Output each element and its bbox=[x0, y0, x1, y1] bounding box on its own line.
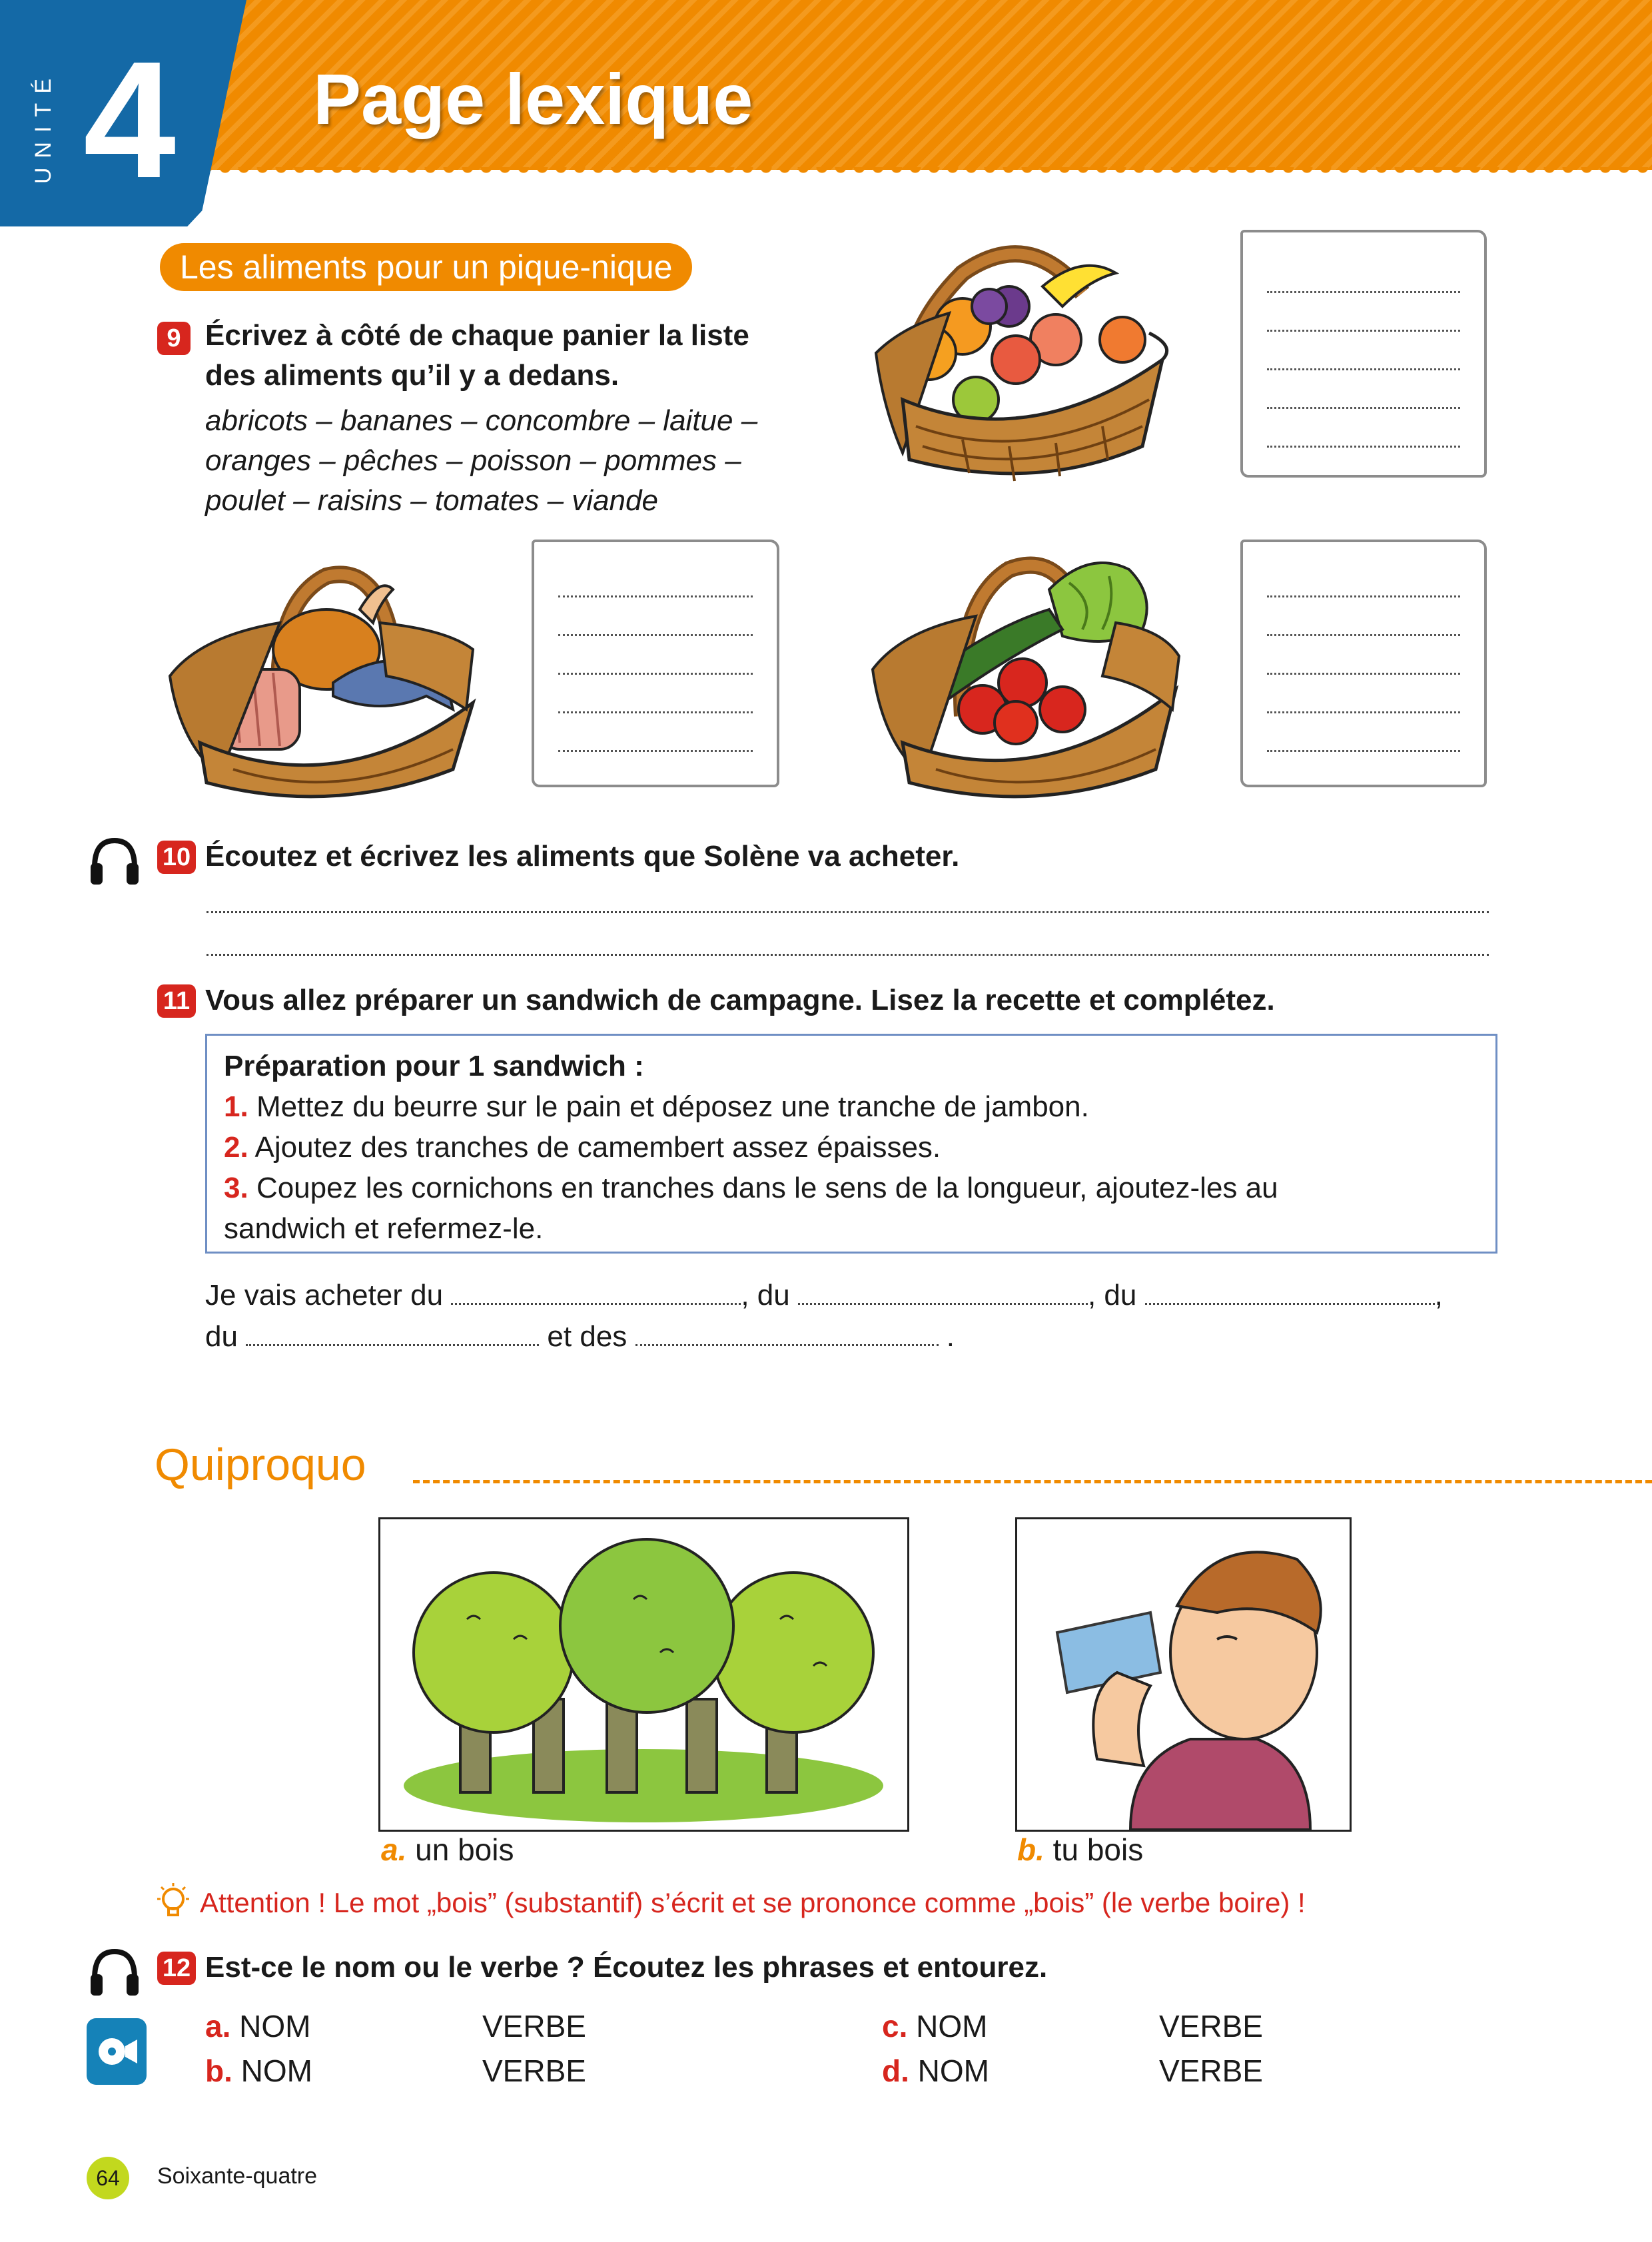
headphones-icon[interactable] bbox=[87, 833, 143, 889]
nom-option[interactable]: NOM bbox=[239, 2009, 311, 2044]
page-title: Page lexique bbox=[313, 59, 753, 139]
quiproquo-title: Quiproquo bbox=[155, 1439, 366, 1490]
verbe-option-a[interactable]: VERBE bbox=[482, 2009, 586, 2044]
unit-label: UNITÉ bbox=[31, 69, 56, 184]
choice-label: b. bbox=[205, 2054, 232, 2088]
sentence-text: et des bbox=[547, 1320, 627, 1353]
answer-line-1[interactable] bbox=[206, 911, 1489, 913]
fill-in-sentence-line-1 bbox=[205, 1275, 1504, 1316]
exercise-9-number: 9 bbox=[157, 322, 191, 355]
caption-a bbox=[381, 1832, 514, 1868]
verbe-option-c[interactable]: VERBE bbox=[1159, 2009, 1263, 2044]
choice-label: c. bbox=[882, 2009, 908, 2044]
choice-d bbox=[882, 2053, 989, 2089]
blank-4[interactable] bbox=[246, 1321, 539, 1346]
sentence-text: Je vais acheter du bbox=[205, 1279, 444, 1311]
exercise-10-instruction: Écoutez et écrivez les aliments que Solène va acheter. bbox=[205, 840, 960, 873]
unit-number: 4 bbox=[83, 27, 177, 212]
choice-c bbox=[882, 2008, 987, 2044]
sentence-text: , bbox=[1434, 1279, 1443, 1311]
step-number: 3. bbox=[224, 1172, 248, 1204]
quiproquo-divider bbox=[413, 1480, 1652, 1483]
recipe-title: Préparation pour 1 sandwich : bbox=[224, 1050, 644, 1082]
verbe-option-b[interactable]: VERBE bbox=[482, 2054, 586, 2088]
blank-3[interactable] bbox=[1145, 1280, 1435, 1305]
headphones-icon[interactable] bbox=[87, 1944, 143, 2000]
step-text: Coupez les cornichons en tranches dans le sens de la longueur, ajoutez-les au bbox=[256, 1172, 1278, 1204]
answer-line-2[interactable] bbox=[206, 954, 1489, 956]
caption-letter: a. bbox=[381, 1832, 407, 1867]
choice-a bbox=[205, 2008, 310, 2044]
page-number-words: Soixante-quatre bbox=[157, 2163, 318, 2189]
exercise-9-instruction-1: Écrivez à côté de chaque panier la liste bbox=[205, 319, 749, 352]
caption-text: tu bois bbox=[1052, 1832, 1144, 1867]
recipe-step-3 bbox=[224, 1168, 1278, 1208]
exercise-12-instruction: Est-ce le nom ou le verbe ? Écoutez les phrases et entourez. bbox=[205, 1951, 1048, 1984]
step-text: Ajoutez des tranches de camembert assez épaisses. bbox=[254, 1131, 941, 1164]
sentence-text: . bbox=[946, 1320, 955, 1353]
recipe-box bbox=[205, 1034, 1497, 1254]
exercise-11-instruction: Vous allez préparer un sandwich de campagne. Lisez la recette et complétez. bbox=[205, 984, 1275, 1016]
blank-1[interactable] bbox=[451, 1280, 741, 1305]
step-number: 2. bbox=[224, 1131, 248, 1164]
nom-option[interactable]: NOM bbox=[916, 2009, 988, 2044]
warning-text: Attention ! Le mot „bois” (substantif) s’écrit et se prononce comme „bois” (le verbe boire) ! bbox=[200, 1887, 1306, 1918]
blank-5[interactable] bbox=[635, 1321, 939, 1346]
image-b-frame bbox=[1015, 1517, 1352, 1832]
video-icon[interactable] bbox=[87, 2018, 147, 2085]
image-a-frame bbox=[378, 1517, 909, 1832]
lightbulb-icon bbox=[155, 1882, 192, 1922]
caption-text: un bois bbox=[415, 1832, 514, 1867]
drinking-boy-illustration bbox=[1017, 1519, 1350, 1830]
answer-note-meat-fish[interactable] bbox=[532, 540, 779, 787]
step-text: Mettez du beurre sur le pain et déposez une tranche de jambon. bbox=[256, 1090, 1089, 1123]
choice-b bbox=[205, 2053, 312, 2089]
step-number: 1. bbox=[224, 1090, 248, 1123]
sentence-text: , du bbox=[741, 1279, 790, 1311]
recipe-step-3-continued: sandwich et refermez-le. bbox=[224, 1212, 544, 1245]
section-title: Les aliments pour un pique-nique bbox=[160, 243, 692, 291]
exercise-10-number: 10 bbox=[157, 841, 196, 874]
exercise-11-number: 11 bbox=[157, 984, 196, 1018]
page-number: 64 bbox=[87, 2157, 129, 2199]
recipe-step-1 bbox=[224, 1086, 1089, 1127]
trees-illustration bbox=[380, 1519, 907, 1830]
recipe-step-2 bbox=[224, 1127, 941, 1168]
choice-label: d. bbox=[882, 2054, 909, 2088]
word-list-line-1: abricots – bananes – concombre – laitue – bbox=[205, 404, 758, 437]
meat-fish-basket-illustration bbox=[160, 550, 486, 816]
word-list-line-3: poulet – raisins – tomates – viande bbox=[205, 484, 658, 517]
nom-option[interactable]: NOM bbox=[917, 2054, 989, 2088]
vegetable-basket-illustration bbox=[863, 543, 1189, 816]
exercise-9-instruction-2: des aliments qu’il y a dedans. bbox=[205, 359, 620, 392]
blank-2[interactable] bbox=[798, 1280, 1088, 1305]
fruit-basket-illustration bbox=[863, 233, 1182, 486]
fill-in-sentence-line-2 bbox=[205, 1316, 955, 1357]
choice-label: a. bbox=[205, 2009, 231, 2044]
sentence-text: , du bbox=[1087, 1279, 1137, 1311]
answer-note-vegetables[interactable] bbox=[1240, 540, 1487, 787]
caption-letter: b. bbox=[1017, 1832, 1044, 1867]
exercise-12-number: 12 bbox=[157, 1952, 196, 1985]
word-list-line-2: oranges – pêches – poisson – pommes – bbox=[205, 444, 741, 477]
caption-b bbox=[1017, 1832, 1143, 1868]
verbe-option-d[interactable]: VERBE bbox=[1159, 2054, 1263, 2088]
answer-note-fruits[interactable] bbox=[1240, 230, 1487, 478]
sentence-text: du bbox=[205, 1320, 238, 1353]
nom-option[interactable]: NOM bbox=[240, 2054, 312, 2088]
